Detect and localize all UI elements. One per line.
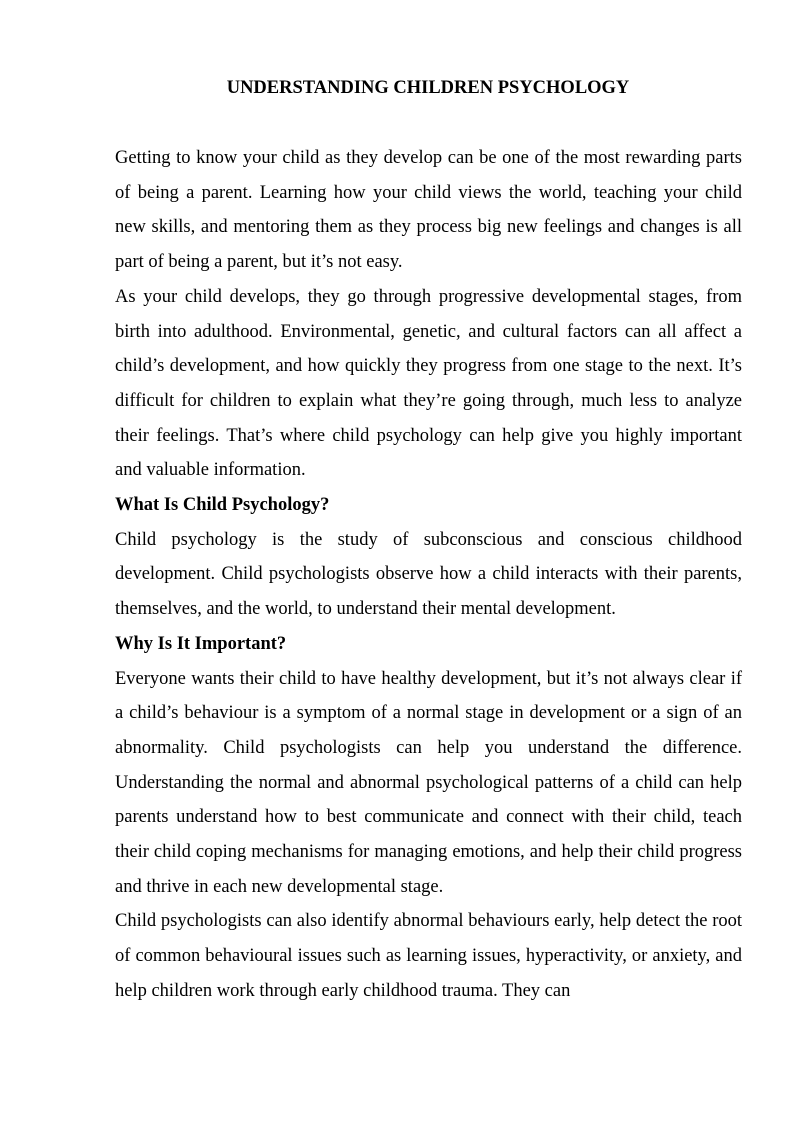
- section-2-paragraph-1: Everyone wants their child to have healthy development, but it’s not always clear if a child’s behaviour is a symptom of a normal stage in development or a sign of an abnormality. Child psychologists can help you understand the difference. Understanding the normal and abnormal psychological patterns of a child can help parents understand how to best communicate and connect with their child, teach their child coping mechanisms for managing emotions, and help their child progress and thrive in each new developmental stage.: [115, 668, 742, 897]
- document-title: UNDERSTANDING CHILDREN PSYCHOLOGY: [226, 78, 630, 98]
- document-body: [115, 141, 742, 1009]
- intro-paragraph-1: Getting to know your child as they develop can be one of the most rewarding parts of being a parent. Learning how your child views the world, teaching your child new skills, and mentoring them as they process big new feelings and changes is all part of being a parent, but it’s not easy.: [115, 148, 742, 273]
- section-2-paragraph-2: Child psychologists can also identify abnormal behaviours early, help detect the root of common behavioural issues such as learning issues, hyperactivity, or anxiety, and help children work through early childhood trauma. They can: [115, 911, 742, 1001]
- section-1-paragraph: Child psychology is the study of subconscious and conscious childhood development. Child psychologists observe how a child interacts with their parents, themselves, and the world, to understand their mental development.: [115, 529, 742, 620]
- section-heading-why-is-it-important: Why Is It Important?: [115, 633, 287, 654]
- intro-paragraph-2: As your child develops, they go through progressive developmental stages, from birth into adulthood. Environmental, genetic, and cultural factors can all affect a child’s development, and how quickly they progress from one stage to the next. It’s difficult for children to explain what they’re going through, much less to analyze their feelings. That’s where child psychology can help give you highly important and valuable information.: [115, 286, 742, 481]
- section-heading-what-is-child-psychology: What Is Child Psychology?: [115, 495, 330, 516]
